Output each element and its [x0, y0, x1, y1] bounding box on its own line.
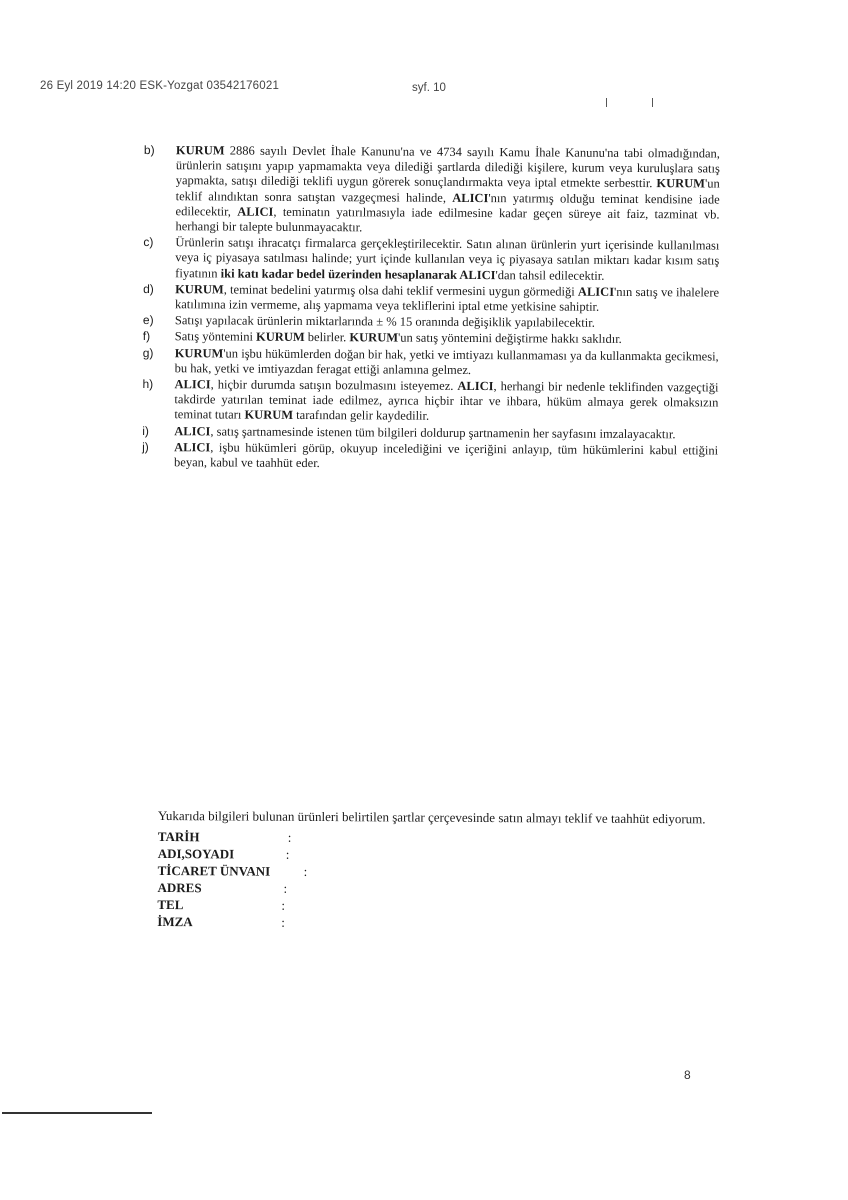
clause-letter: h)	[142, 377, 154, 392]
bottom-rule	[2, 1112, 152, 1114]
form-field-label: İMZA	[157, 913, 193, 930]
clause-text-segment: tarafından gelir kaydedilir.	[293, 408, 430, 424]
clause-text	[174, 440, 718, 474]
clause-text	[175, 282, 719, 316]
clause-bold-term: KURUM	[244, 408, 294, 423]
offer-form	[157, 808, 718, 933]
clause-list	[142, 143, 720, 475]
form-field-row	[157, 913, 717, 933]
clause-text-segment: 'nın satış ve ihalelere katılımına izin vermeme, alış yapmama veya tekliflerini iptal etme yetkisine sahiptir.	[174, 284, 720, 314]
clause-text-segment: , teminatın yatırılmasıyla iade edilmesine kadar geçen süreye ait faiz, tazminat vb. herhangi bir talepte bulunmayacaktır.	[175, 204, 720, 235]
page-number: 8	[684, 1068, 691, 1082]
form-field-colon: :	[285, 846, 290, 862]
clause-bold-term: KURUM	[656, 176, 706, 191]
clause-text	[175, 346, 719, 380]
clause-item	[142, 377, 718, 426]
form-field-colon: :	[303, 863, 308, 879]
clause-text-segment: , satış şartnamesinde istenen tüm bilgileri doldurup şartnamenin her sayfasını imzalayacaktır.	[210, 424, 676, 441]
clause-letter: g)	[142, 345, 154, 360]
clause-item	[143, 143, 720, 238]
clause-text-segment: , herhangi bir nedenle teklifinden vazgeçtiği takdirde yatırılan teminat iade edilmez, ayrıca hiçbir ihtar ve ihbara, hüküm almaya gerek olmaksızın teminat tutarı	[174, 379, 719, 423]
form-field-list	[157, 828, 718, 933]
clause-bold-term: KURUM	[175, 143, 225, 158]
clause-bold-term: ALICI	[457, 378, 494, 394]
form-field-colon: :	[283, 880, 288, 896]
clause-item	[143, 235, 719, 284]
clause-text-segment: Ürünlerin satışı ihracatçı firmalarca gerçekleştirilecektir. Satın alınan ürünlerin yurt içerisinde kullanılması veya iç piyasaya satılması halinde; yurt içinde kullanılan veya iç piyasaya satılan miktarı kadar kısım satış fiyatının	[175, 235, 720, 281]
form-field-label: ADI,SOYADI	[157, 845, 235, 862]
clause-text-segment: Satışı yapılacak ürünlerin miktarlarında ± % 15 oranında değişiklik yapılabilecektir.	[174, 313, 595, 330]
form-field-label: TARİH	[157, 828, 200, 845]
clause-text-segment: 'nın yatırmış olduğu teminat kendisine iade edilecektir,	[175, 190, 720, 219]
clause-letter: c)	[143, 235, 154, 250]
clause-text-segment: 'un teklif alındıktan sonra satıştan vazgeçmesi halinde,	[175, 176, 720, 205]
clause-bold-term: ALICI	[237, 204, 274, 219]
fax-page-marker: syf. 10	[412, 82, 446, 94]
form-field-label: TEL	[157, 896, 184, 913]
clause-letter: b)	[143, 143, 155, 158]
clause-bold-term: ALICI	[174, 377, 211, 392]
clause-bold-term: iki katı kadar bedel üzerinden hesaplanarak ALICI	[220, 266, 496, 282]
clause-text-segment: 'dan tahsil edilecektir.	[495, 267, 605, 283]
clause-letter: i)	[142, 423, 149, 438]
fax-header-date-line: 26 Eyl 2019 14:20 ESK-Yozgat 03542176021	[40, 80, 280, 92]
clause-bold-term: KURUM	[349, 330, 399, 345]
clause-bold-term: KURUM	[175, 282, 224, 297]
form-field-label: TİCARET ÜNVANI	[157, 862, 271, 879]
fax-tick-mark	[652, 98, 653, 107]
form-field-colon: :	[281, 897, 286, 913]
form-intro-text: Yukarıda bilgileri bulunan ürünleri belirtilen şartlar çerçevesinde satın almayı teklif ve taahhüt ediyorum.	[157, 808, 706, 827]
fax-tick-mark	[606, 98, 607, 107]
clause-bold-term: ALICI	[174, 440, 211, 455]
clause-text-segment: , teminat bedelini yatırmış olsa dahi teklif vermesini uygun görmediği	[223, 282, 579, 299]
clause-text-segment: , işbu hükümleri görüp, okuyup incelediğini ve içeriğini anlayıp, tüm hükümlerini kabul ettiğini beyan, kabul ve taahhüt eder.	[174, 440, 719, 471]
form-field-label: ADRES	[157, 879, 202, 896]
clause-letter: e)	[142, 313, 154, 328]
clause-bold-term: ALICI	[174, 423, 211, 439]
clause-bold-term: ALICI	[452, 190, 489, 205]
clause-text-segment: Satış yöntemini	[174, 329, 257, 345]
clause-letter: j)	[142, 439, 149, 454]
clause-text-segment: , hiçbir durumda satışın bozulmasını isteyemez.	[210, 377, 458, 393]
clause-item	[143, 346, 719, 380]
clause-text-segment: belirler.	[304, 330, 350, 345]
clause-item	[143, 282, 719, 316]
form-field-colon: :	[287, 829, 292, 845]
clause-bold-term: KURUM	[256, 330, 305, 345]
clause-text-segment: 2886 sayılı Devlet İhale Kanunu'na ve 4734 sayılı Kamu İhale Kanunu'na tabi olmadığından, ürünlerin satışını yapıp yapmamakta veya dilediği şartlarda dilediği kişilere, kurum veya kuruluşlara satış yapmakta, satışı dilediği teklifi uygun görerek sonuçlandırmakta veya iptal etmekte serbesttir.	[175, 143, 720, 191]
clause-text-segment: 'un satış yöntemini değiştirme hakkı saklıdır.	[398, 330, 622, 347]
clause-text	[175, 143, 720, 238]
clause-text	[175, 235, 719, 284]
clause-text-segment: 'un işbu hükümlerden doğan bir hak, yetki ve imtiyazı kullanmaması ya da kullanmakta gecikmesi, bu hak, yetki ve imtiyazdan feragat ettiği anlamına gelmez.	[174, 346, 719, 377]
clause-bold-term: KURUM	[174, 345, 224, 361]
clause-bold-term: ALICI	[577, 284, 615, 299]
form-field-colon: :	[281, 914, 285, 930]
clause-letter: d)	[143, 281, 154, 296]
clause-text	[174, 377, 718, 426]
clause-item	[142, 440, 718, 474]
clause-letter: f)	[142, 329, 151, 344]
